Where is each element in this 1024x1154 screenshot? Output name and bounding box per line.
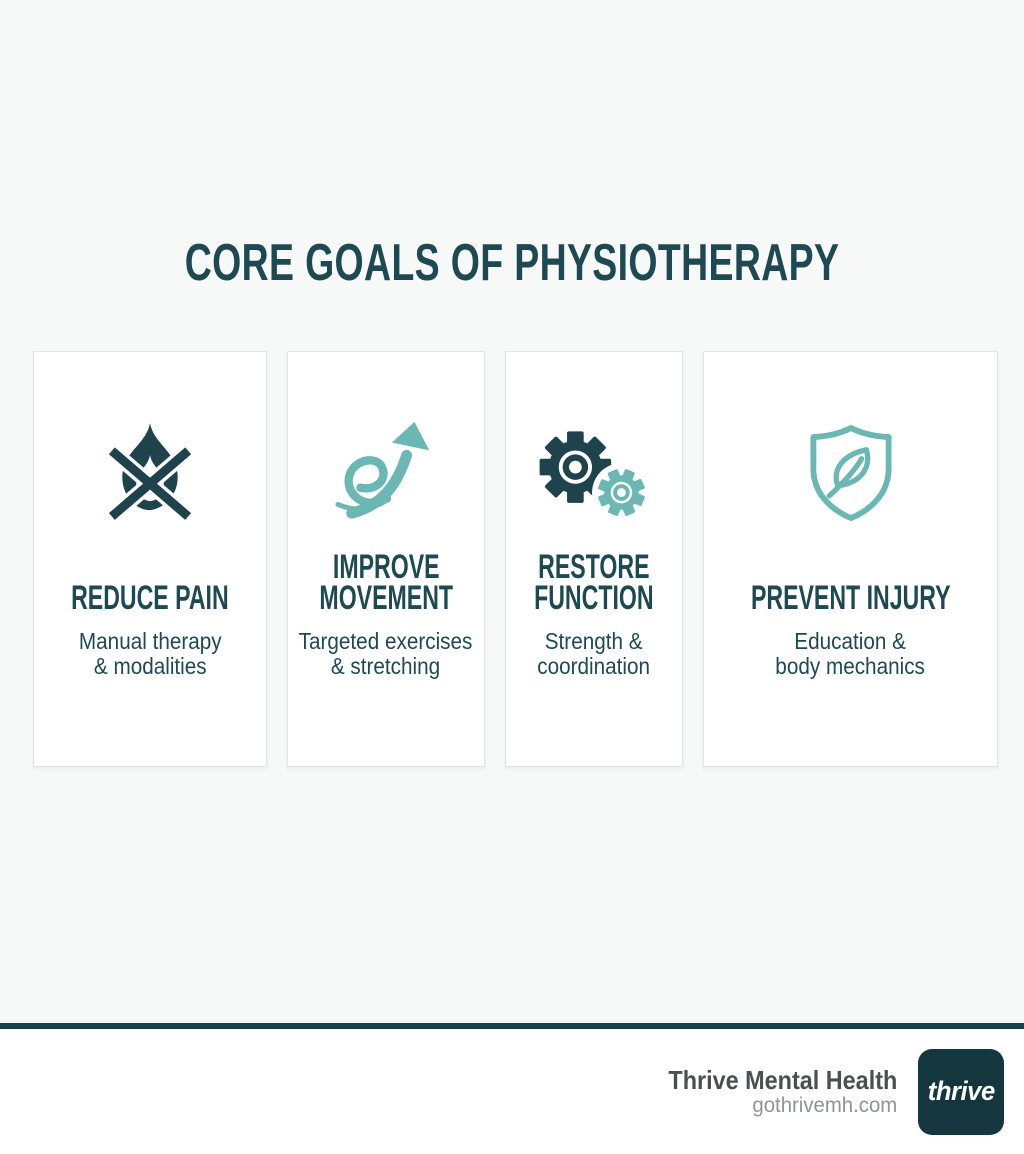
- footer-text-block: [643, 1066, 897, 1117]
- card-improve-movement: [287, 351, 485, 767]
- card-reduce-pain: [33, 351, 267, 767]
- card-title: [71, 528, 229, 617]
- card-title: [750, 528, 951, 617]
- website-url: gothrivemh.com: [752, 1094, 897, 1117]
- card-subtitle: [538, 629, 651, 679]
- card-subtitle-line: Manual therapy: [78, 628, 222, 654]
- org-name: Thrive Mental Health: [668, 1065, 897, 1095]
- gears-icon: [538, 416, 650, 528]
- card-title-line: REDUCE PAIN: [71, 579, 229, 617]
- card-title: [534, 528, 654, 617]
- card-subtitle-line: Strength &: [545, 628, 643, 654]
- thrive-logo-text: thrive: [927, 1076, 995, 1106]
- card-subtitle: [79, 629, 222, 679]
- goals-row: [33, 351, 991, 767]
- shield-leaf-icon: [795, 416, 907, 528]
- card-subtitle-line: coordination: [537, 653, 651, 679]
- card-restore-function: [505, 351, 683, 767]
- card-title-line: IMPROVE: [332, 548, 440, 586]
- card-title-line: FUNCTION: [534, 579, 654, 617]
- footer: [0, 1029, 1024, 1154]
- card-title-line: MOVEMENT: [319, 579, 453, 617]
- card-title-line: RESTORE: [538, 548, 650, 586]
- card-prevent-injury: [703, 351, 998, 767]
- card-subtitle-line: & stretching: [331, 653, 441, 679]
- card-subtitle-line: Education &: [794, 628, 907, 654]
- card-subtitle: [299, 629, 473, 679]
- no-fire-icon: [94, 416, 206, 528]
- thrive-logo: [918, 1049, 1004, 1135]
- card-subtitle-line: Targeted exercises: [299, 628, 473, 654]
- card-subtitle: [776, 629, 926, 679]
- card-title: [319, 528, 453, 617]
- card-title-line: PREVENT INJURY: [750, 579, 951, 617]
- card-subtitle-line: body mechanics: [775, 653, 926, 679]
- card-subtitle-line: & modalities: [93, 653, 207, 679]
- growth-arrow-icon: [330, 416, 442, 528]
- page-title: CORE GOALS OF PHYSIOTHERAPY: [184, 234, 840, 292]
